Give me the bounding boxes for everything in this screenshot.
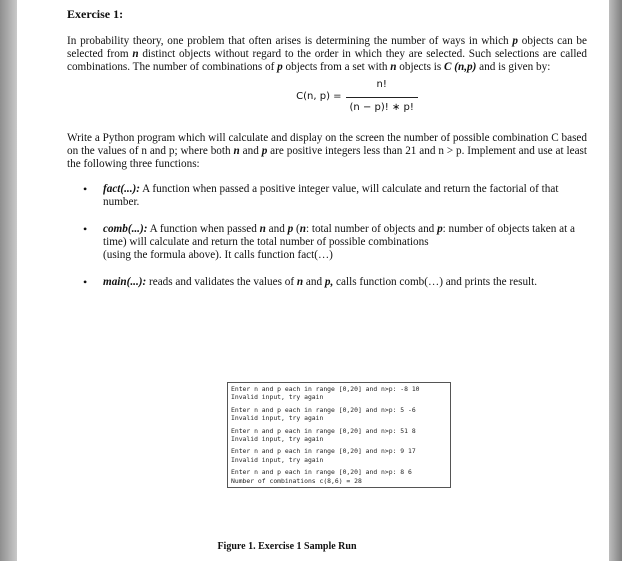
exercise-title: Exercise 1: (67, 7, 124, 21)
formula-lhs: C(n, p) = (296, 90, 342, 102)
var-n: n (132, 48, 139, 60)
var-p: p (512, 35, 518, 47)
console-block (231, 406, 447, 423)
console-block (231, 385, 447, 402)
document-content (67, 7, 588, 552)
var-p: p (277, 61, 283, 73)
var-n: n (259, 223, 266, 235)
figure-caption: Figure 1. Exercise 1 Sample Run (217, 541, 357, 552)
task-paragraph (67, 132, 587, 171)
task-text-3: are positive integers less than 21 and n > p. Implement and use at least the following three functions: (67, 145, 588, 170)
console-line: Invalid input, try again (231, 435, 324, 444)
console-line: Enter n and p each in range [0,20] and n>p: 9 17 (231, 447, 416, 456)
console-block (231, 427, 447, 444)
task-text-2: and (239, 145, 262, 157)
console-line: Invalid input, try again (231, 414, 324, 423)
var-p: p (287, 223, 294, 235)
var-n: n (390, 61, 397, 73)
console-line: Number of combinations c(8,6) = 28 (231, 476, 362, 485)
intro-text-1: In probability theory, one problem that often arises is determining the number of ways in which (67, 35, 513, 47)
var-n: n (299, 223, 306, 235)
task-text-1: Write a Python program which will calculate and display on the screen the number of possible combination C based on the values of n and p; where both (67, 132, 587, 157)
comb-text-4: : total number of objects and (305, 223, 438, 235)
function-name-comb: comb(...): (103, 223, 148, 235)
console-line: Enter n and p each in range [0,20] and n>p: 8 6 (231, 468, 412, 477)
document-page (17, 0, 609, 561)
intro-text-4: objects from a set with (282, 61, 391, 73)
combination-formula (127, 78, 587, 114)
intro-text-3: distinct objects without regard to the order in which they are selected. Such selections are called combinations. The number of combinations of (67, 48, 587, 73)
comb-text-1: A function when passed (147, 223, 260, 235)
fact-description: A function when passed a positive integer value, will calculate and return the factorial of that number. (103, 183, 559, 208)
sample-run-console (227, 382, 451, 488)
intro-paragraph (67, 35, 587, 74)
console-block (231, 468, 447, 485)
function-name-main: main(...): (103, 276, 147, 288)
formula-fraction (346, 78, 418, 114)
console-block (231, 447, 447, 464)
var-n: n (233, 145, 240, 157)
list-item-main (67, 276, 587, 289)
function-name-fact: fact(...): (103, 183, 140, 195)
formula-denominator: (n − p)! ∗ p! (346, 97, 418, 114)
main-text-2: and (303, 276, 325, 288)
console-line: Invalid input, try again (231, 455, 324, 464)
console-line: Enter n and p each in range [0,20] and n>p: 5 -6 (231, 405, 416, 414)
main-text-3: calls function comb(…) and prints the result. (333, 276, 538, 288)
photo-right-edge (609, 0, 622, 561)
intro-text-6: and is given by: (476, 61, 551, 73)
formula-numerator: n! (376, 79, 387, 90)
var-p: p (437, 223, 443, 235)
var-p: p (261, 145, 268, 157)
comb-text-5: : number of objects taken at a time) will calculate and return the total number of possible combinations (103, 223, 575, 248)
main-text-1: reads and validates the values of (146, 276, 297, 288)
console-line: Enter n and p each in range [0,20] and n>p: -8 10 (231, 385, 420, 393)
photo-left-edge (0, 0, 17, 561)
list-item-comb (67, 223, 587, 262)
var-n: n (296, 276, 304, 288)
function-list (67, 183, 587, 289)
var-p: p, (324, 276, 334, 288)
list-item-fact (67, 183, 587, 209)
comb-text-6: (using the formula above). It calls function fact(…) (103, 249, 333, 261)
console-line: Invalid input, try again (231, 393, 324, 402)
comb-text-2: and (265, 223, 288, 235)
console-line: Enter n and p each in range [0,20] and n>p: 51 8 (231, 426, 416, 435)
intro-text-5: objects is (396, 61, 445, 73)
intro-text-2: objects can be selected from (67, 35, 587, 60)
combination-notation: C (n,p) (444, 61, 477, 73)
comb-text-3: ( (293, 223, 300, 235)
